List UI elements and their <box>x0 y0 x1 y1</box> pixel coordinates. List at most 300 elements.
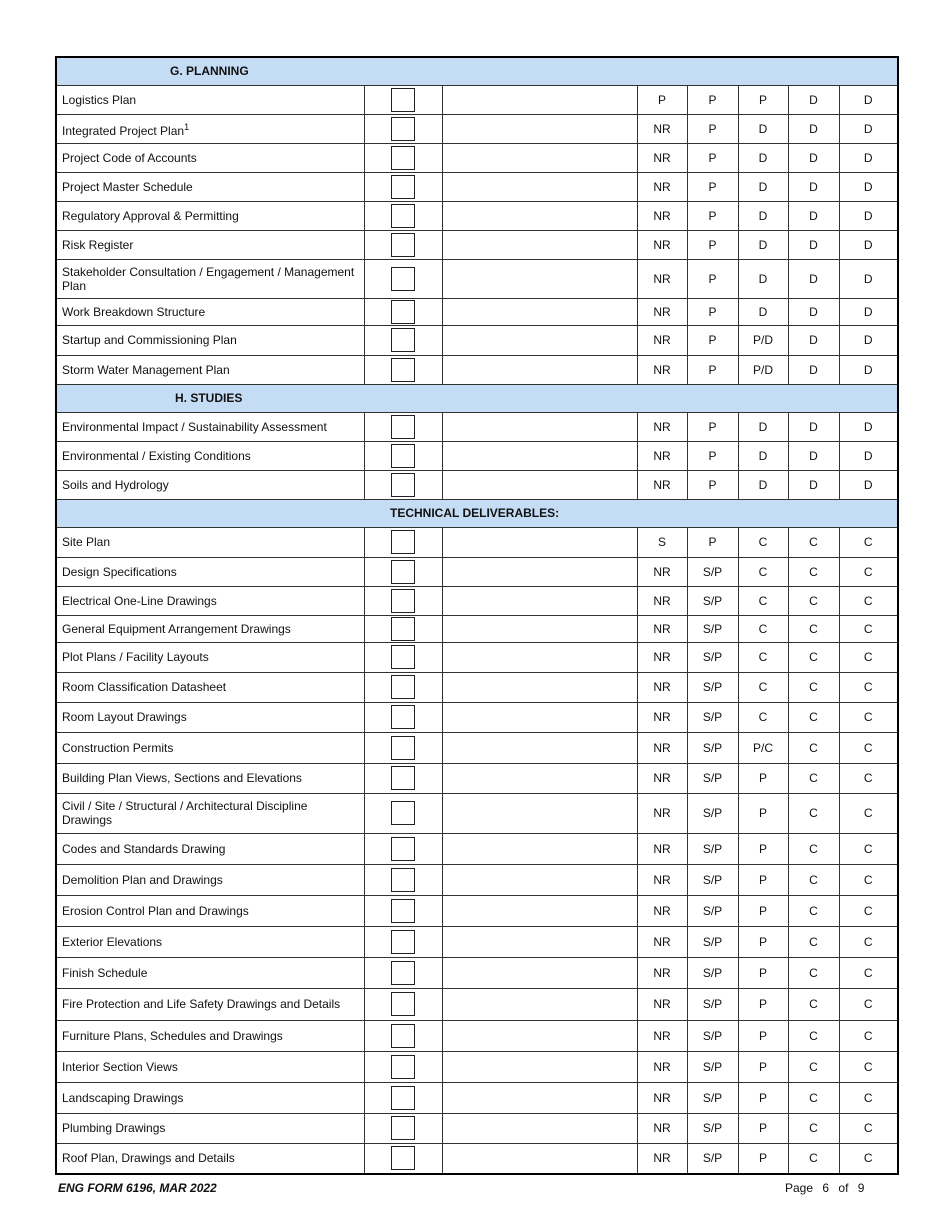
footnote-marker: 1 <box>184 121 190 132</box>
phase-value-5: C <box>839 988 898 1020</box>
table-row <box>56 412 898 441</box>
row-checkbox[interactable] <box>391 444 415 468</box>
table-row <box>56 1051 898 1082</box>
notes-gap <box>474 114 637 143</box>
notes-cell[interactable] <box>442 988 474 1020</box>
row-checkbox[interactable] <box>391 736 415 760</box>
phase-value-3: P <box>738 1143 788 1174</box>
phase-value-5: D <box>839 114 898 143</box>
phase-value-1: NR <box>637 259 687 298</box>
phase-value-5: C <box>839 615 898 642</box>
checkbox-cell <box>364 412 442 441</box>
row-label <box>56 833 364 864</box>
table-row <box>56 926 898 957</box>
page-current: 6 <box>822 1181 830 1195</box>
phase-value-5: C <box>839 895 898 926</box>
checkbox-cell <box>364 470 442 499</box>
phase-value-3: P <box>738 1020 788 1051</box>
row-label-text: Project Code of Accounts <box>62 150 197 165</box>
row-label-text: Logistics Plan <box>62 92 137 107</box>
row-label <box>56 793 364 833</box>
phase-value-1: NR <box>637 642 687 672</box>
phase-value-3: D <box>738 412 788 441</box>
phase-value-4: C <box>788 1020 839 1051</box>
row-label <box>56 988 364 1020</box>
notes-gap <box>474 412 637 441</box>
phase-value-2: S/P <box>687 732 738 763</box>
phase-value-5: D <box>839 230 898 259</box>
table-row <box>56 172 898 201</box>
row-label <box>56 1082 364 1113</box>
checkbox-cell <box>364 672 442 702</box>
phase-value-1: NR <box>637 615 687 642</box>
row-checkbox[interactable] <box>391 175 415 199</box>
phase-value-5: C <box>839 793 898 833</box>
checkbox-cell <box>364 557 442 586</box>
phase-value-5: D <box>839 355 898 384</box>
phase-value-5: C <box>839 763 898 793</box>
phase-value-3: P <box>738 833 788 864</box>
phase-value-2: P <box>687 230 738 259</box>
row-checkbox[interactable] <box>391 589 415 613</box>
row-label <box>56 615 364 642</box>
phase-value-5: D <box>839 259 898 298</box>
table-row <box>56 988 898 1020</box>
phase-value-4: C <box>788 1113 839 1143</box>
row-checkbox[interactable] <box>391 801 415 825</box>
checkbox-cell <box>364 298 442 325</box>
notes-gap <box>474 1082 637 1113</box>
notes-gap <box>474 470 637 499</box>
phase-value-5: C <box>839 957 898 988</box>
notes-cell[interactable] <box>442 85 474 114</box>
table-row <box>56 793 898 833</box>
row-checkbox[interactable] <box>391 267 415 291</box>
row-label-text: Risk Register <box>62 237 134 252</box>
phase-value-4: D <box>788 355 839 384</box>
phase-value-2: P <box>687 412 738 441</box>
notes-cell[interactable] <box>442 259 474 298</box>
table-row <box>56 864 898 895</box>
phase-value-4: C <box>788 833 839 864</box>
notes-cell[interactable] <box>442 1113 474 1143</box>
phase-value-3: P <box>738 895 788 926</box>
row-checkbox[interactable] <box>391 930 415 954</box>
row-checkbox[interactable] <box>391 705 415 729</box>
notes-gap <box>474 586 637 615</box>
row-label-text: Site Plan <box>62 535 111 549</box>
phase-value-3: C <box>738 702 788 732</box>
row-checkbox[interactable] <box>391 1024 415 1048</box>
phase-value-1: NR <box>637 1082 687 1113</box>
notes-cell[interactable] <box>442 672 474 702</box>
phase-value-4: D <box>788 259 839 298</box>
table-row <box>56 895 898 926</box>
table-row <box>56 763 898 793</box>
notes-cell[interactable] <box>442 793 474 833</box>
phase-value-1: NR <box>637 793 687 833</box>
phase-value-3: P <box>738 763 788 793</box>
table-row <box>56 85 898 114</box>
phase-value-1: NR <box>637 926 687 957</box>
row-checkbox[interactable] <box>391 1116 415 1140</box>
notes-gap <box>474 1020 637 1051</box>
table-row <box>56 642 898 672</box>
row-label <box>56 557 364 586</box>
phase-value-1: NR <box>637 201 687 230</box>
phase-value-1: NR <box>637 672 687 702</box>
row-label-text: Demolition Plan and Drawings <box>62 872 223 887</box>
notes-gap <box>474 988 637 1020</box>
checkbox-cell <box>364 864 442 895</box>
phase-value-4: C <box>788 864 839 895</box>
phase-value-1: NR <box>637 833 687 864</box>
phase-value-5: D <box>839 441 898 470</box>
phase-value-4: C <box>788 926 839 957</box>
phase-value-4: C <box>788 586 839 615</box>
row-label-text: Room Classification Datasheet <box>62 680 227 694</box>
phase-value-1: NR <box>637 586 687 615</box>
notes-cell[interactable] <box>442 355 474 384</box>
notes-cell[interactable] <box>442 895 474 926</box>
checkbox-cell <box>364 1082 442 1113</box>
phase-value-2: S/P <box>687 895 738 926</box>
row-checkbox[interactable] <box>391 204 415 228</box>
phase-value-1: NR <box>637 298 687 325</box>
row-checkbox[interactable] <box>391 328 415 352</box>
row-label-text: Storm Water Management Plan <box>62 362 230 377</box>
table-row <box>56 615 898 642</box>
phase-value-3: P/D <box>738 325 788 355</box>
checkbox-cell <box>364 441 442 470</box>
notes-cell[interactable] <box>442 143 474 172</box>
notes-cell[interactable] <box>442 1082 474 1113</box>
row-label <box>56 325 364 355</box>
row-checkbox[interactable] <box>391 560 415 584</box>
notes-gap <box>474 672 637 702</box>
row-label <box>56 412 364 441</box>
notes-cell[interactable] <box>442 412 474 441</box>
page-indicator <box>785 1181 864 1195</box>
phase-value-2: S/P <box>687 833 738 864</box>
phase-value-5: C <box>839 1020 898 1051</box>
notes-gap <box>474 143 637 172</box>
row-label-text: Interior Section Views <box>62 1059 178 1074</box>
row-checkbox[interactable] <box>391 1086 415 1110</box>
notes-gap <box>474 557 637 586</box>
phase-value-4: D <box>788 298 839 325</box>
phase-value-4: D <box>788 201 839 230</box>
notes-cell[interactable] <box>442 527 474 557</box>
row-checkbox[interactable] <box>391 675 415 699</box>
row-label <box>56 642 364 672</box>
table-row <box>56 325 898 355</box>
row-label <box>56 672 364 702</box>
notes-gap <box>474 702 637 732</box>
notes-cell[interactable] <box>442 957 474 988</box>
notes-cell[interactable] <box>442 201 474 230</box>
notes-cell[interactable] <box>442 732 474 763</box>
phase-value-4: C <box>788 732 839 763</box>
row-checkbox[interactable] <box>391 530 415 554</box>
row-checkbox[interactable] <box>391 117 415 141</box>
notes-cell[interactable] <box>442 864 474 895</box>
phase-value-5: C <box>839 672 898 702</box>
notes-gap <box>474 763 637 793</box>
row-checkbox[interactable] <box>391 1146 415 1170</box>
table-row <box>56 732 898 763</box>
notes-cell[interactable] <box>442 1020 474 1051</box>
page-total: 9 <box>857 1181 865 1195</box>
phase-value-3: P <box>738 988 788 1020</box>
phase-value-4: C <box>788 527 839 557</box>
phase-value-2: P <box>687 172 738 201</box>
row-label <box>56 586 364 615</box>
phase-value-4: D <box>788 114 839 143</box>
row-label <box>56 298 364 325</box>
page-of: of <box>838 1181 849 1195</box>
notes-cell[interactable] <box>442 441 474 470</box>
checkbox-cell <box>364 325 442 355</box>
phase-value-3: P <box>738 85 788 114</box>
row-label-text: Landscaping Drawings <box>62 1090 184 1105</box>
notes-cell[interactable] <box>442 230 474 259</box>
phase-value-5: D <box>839 470 898 499</box>
phase-value-3: P/C <box>738 732 788 763</box>
notes-cell[interactable] <box>442 470 474 499</box>
section-header <box>56 57 898 85</box>
notes-gap <box>474 793 637 833</box>
row-label <box>56 527 364 557</box>
checkbox-cell <box>364 143 442 172</box>
form-identifier: ENG FORM 6196, MAR 2022 <box>58 1181 217 1195</box>
row-label <box>56 230 364 259</box>
row-label-text: Work Breakdown Structure <box>62 304 206 319</box>
phase-value-2: P <box>687 470 738 499</box>
phase-value-1: NR <box>637 114 687 143</box>
phase-value-3: C <box>738 586 788 615</box>
phase-value-2: S/P <box>687 957 738 988</box>
page-word: Page <box>785 1181 814 1195</box>
row-checkbox[interactable] <box>391 899 415 923</box>
notes-gap <box>474 895 637 926</box>
row-checkbox[interactable] <box>391 1055 415 1079</box>
phase-value-1: P <box>637 85 687 114</box>
row-label <box>56 172 364 201</box>
phase-value-5: C <box>839 1051 898 1082</box>
phase-value-2: S/P <box>687 988 738 1020</box>
row-label <box>56 864 364 895</box>
phase-value-4: D <box>788 470 839 499</box>
phase-value-3: P/D <box>738 355 788 384</box>
phase-value-4: D <box>788 325 839 355</box>
phase-value-2: P <box>687 259 738 298</box>
table-row <box>56 298 898 325</box>
notes-gap <box>474 355 637 384</box>
notes-cell[interactable] <box>442 615 474 642</box>
row-checkbox[interactable] <box>391 645 415 669</box>
phase-value-1: NR <box>637 957 687 988</box>
notes-cell[interactable] <box>442 702 474 732</box>
section-header <box>56 499 898 527</box>
row-label-text: Construction Permits <box>62 740 174 755</box>
table-row <box>56 702 898 732</box>
phase-value-2: S/P <box>687 586 738 615</box>
checkbox-cell <box>364 259 442 298</box>
row-label-text: Furniture Plans, Schedules and Drawings <box>62 1028 283 1043</box>
notes-cell[interactable] <box>442 172 474 201</box>
phase-value-4: C <box>788 1143 839 1174</box>
row-checkbox[interactable] <box>391 358 415 382</box>
phase-value-3: D <box>738 230 788 259</box>
row-checkbox[interactable] <box>391 88 415 112</box>
row-label-text: Regulatory Approval & Permitting <box>62 208 239 223</box>
phase-value-4: C <box>788 957 839 988</box>
phase-value-2: P <box>687 355 738 384</box>
section-title: H. STUDIES <box>175 391 243 405</box>
row-checkbox[interactable] <box>391 300 415 324</box>
phase-value-1: NR <box>637 763 687 793</box>
phase-value-3: P <box>738 1051 788 1082</box>
phase-value-1: NR <box>637 172 687 201</box>
phase-value-5: C <box>839 732 898 763</box>
checkbox-cell <box>364 732 442 763</box>
phase-value-1: NR <box>637 143 687 172</box>
phase-value-5: D <box>839 143 898 172</box>
notes-cell[interactable] <box>442 114 474 143</box>
checkbox-cell <box>364 355 442 384</box>
row-checkbox[interactable] <box>391 415 415 439</box>
checkbox-cell <box>364 895 442 926</box>
section-header <box>56 384 898 412</box>
phase-value-2: P <box>687 298 738 325</box>
row-checkbox[interactable] <box>391 992 415 1016</box>
phase-value-2: P <box>687 325 738 355</box>
row-label <box>56 470 364 499</box>
notes-gap <box>474 615 637 642</box>
row-label-text: Environmental / Existing Conditions <box>62 448 251 463</box>
checkbox-cell <box>364 1113 442 1143</box>
notes-cell[interactable] <box>442 642 474 672</box>
row-label <box>56 926 364 957</box>
row-checkbox[interactable] <box>391 617 415 641</box>
row-label <box>56 957 364 988</box>
row-label <box>56 1051 364 1082</box>
phase-value-4: C <box>788 793 839 833</box>
checkbox-cell <box>364 702 442 732</box>
phase-value-1: NR <box>637 1051 687 1082</box>
row-label <box>56 143 364 172</box>
notes-cell[interactable] <box>442 833 474 864</box>
phase-value-5: C <box>839 557 898 586</box>
row-checkbox[interactable] <box>391 837 415 861</box>
notes-cell[interactable] <box>442 1051 474 1082</box>
notes-gap <box>474 1113 637 1143</box>
notes-cell[interactable] <box>442 586 474 615</box>
checkbox-cell <box>364 793 442 833</box>
phase-value-3: P <box>738 864 788 895</box>
row-label-text: Startup and Commissioning Plan <box>62 333 237 347</box>
phase-value-5: C <box>839 1143 898 1174</box>
phase-value-3: D <box>738 172 788 201</box>
checkbox-cell <box>364 1143 442 1174</box>
notes-gap <box>474 201 637 230</box>
table-row <box>56 1113 898 1143</box>
phase-value-3: D <box>738 143 788 172</box>
row-checkbox[interactable] <box>391 766 415 790</box>
phase-value-1: NR <box>637 325 687 355</box>
table-row <box>56 143 898 172</box>
phase-value-1: NR <box>637 702 687 732</box>
checkbox-cell <box>364 763 442 793</box>
table-row <box>56 1143 898 1174</box>
phase-value-5: D <box>839 201 898 230</box>
phase-value-3: C <box>738 615 788 642</box>
row-label-text: Electrical One-Line Drawings <box>62 593 217 608</box>
deliverables-table <box>55 56 899 1175</box>
row-label <box>56 1020 364 1051</box>
notes-cell[interactable] <box>442 298 474 325</box>
row-label <box>56 732 364 763</box>
row-checkbox[interactable] <box>391 146 415 170</box>
phase-value-2: S/P <box>687 864 738 895</box>
phase-value-3: D <box>738 201 788 230</box>
notes-gap <box>474 172 637 201</box>
row-label <box>56 895 364 926</box>
phase-value-3: P <box>738 926 788 957</box>
phase-value-2: S/P <box>687 557 738 586</box>
row-checkbox[interactable] <box>391 868 415 892</box>
row-label-text: Room Layout Drawings <box>62 710 187 724</box>
notes-gap <box>474 85 637 114</box>
phase-value-1: NR <box>637 355 687 384</box>
notes-cell[interactable] <box>442 557 474 586</box>
notes-gap <box>474 230 637 259</box>
phase-value-4: C <box>788 1051 839 1082</box>
phase-value-1: NR <box>637 864 687 895</box>
phase-value-5: C <box>839 926 898 957</box>
notes-gap <box>474 642 637 672</box>
row-label <box>56 114 364 143</box>
row-checkbox[interactable] <box>391 233 415 257</box>
table-row <box>56 833 898 864</box>
row-checkbox[interactable] <box>391 473 415 497</box>
phase-value-3: P <box>738 1113 788 1143</box>
notes-cell[interactable] <box>442 926 474 957</box>
phase-value-5: C <box>839 586 898 615</box>
row-label-text: Stakeholder Consultation / Engagement / Management Plan <box>62 264 355 293</box>
phase-value-1: NR <box>637 230 687 259</box>
phase-value-5: D <box>839 172 898 201</box>
phase-value-2: P <box>687 85 738 114</box>
notes-cell[interactable] <box>442 325 474 355</box>
notes-cell[interactable] <box>442 763 474 793</box>
notes-cell[interactable] <box>442 1143 474 1174</box>
phase-value-4: D <box>788 85 839 114</box>
table-row <box>56 557 898 586</box>
row-label <box>56 702 364 732</box>
row-checkbox[interactable] <box>391 961 415 985</box>
phase-value-1: NR <box>637 1113 687 1143</box>
notes-gap <box>474 1051 637 1082</box>
phase-value-5: D <box>839 412 898 441</box>
phase-value-4: C <box>788 1082 839 1113</box>
notes-gap <box>474 1143 637 1174</box>
table-row <box>56 586 898 615</box>
section-title: G. PLANNING <box>170 64 249 79</box>
row-label <box>56 85 364 114</box>
row-label-text: Plot Plans / Facility Layouts <box>62 650 209 664</box>
